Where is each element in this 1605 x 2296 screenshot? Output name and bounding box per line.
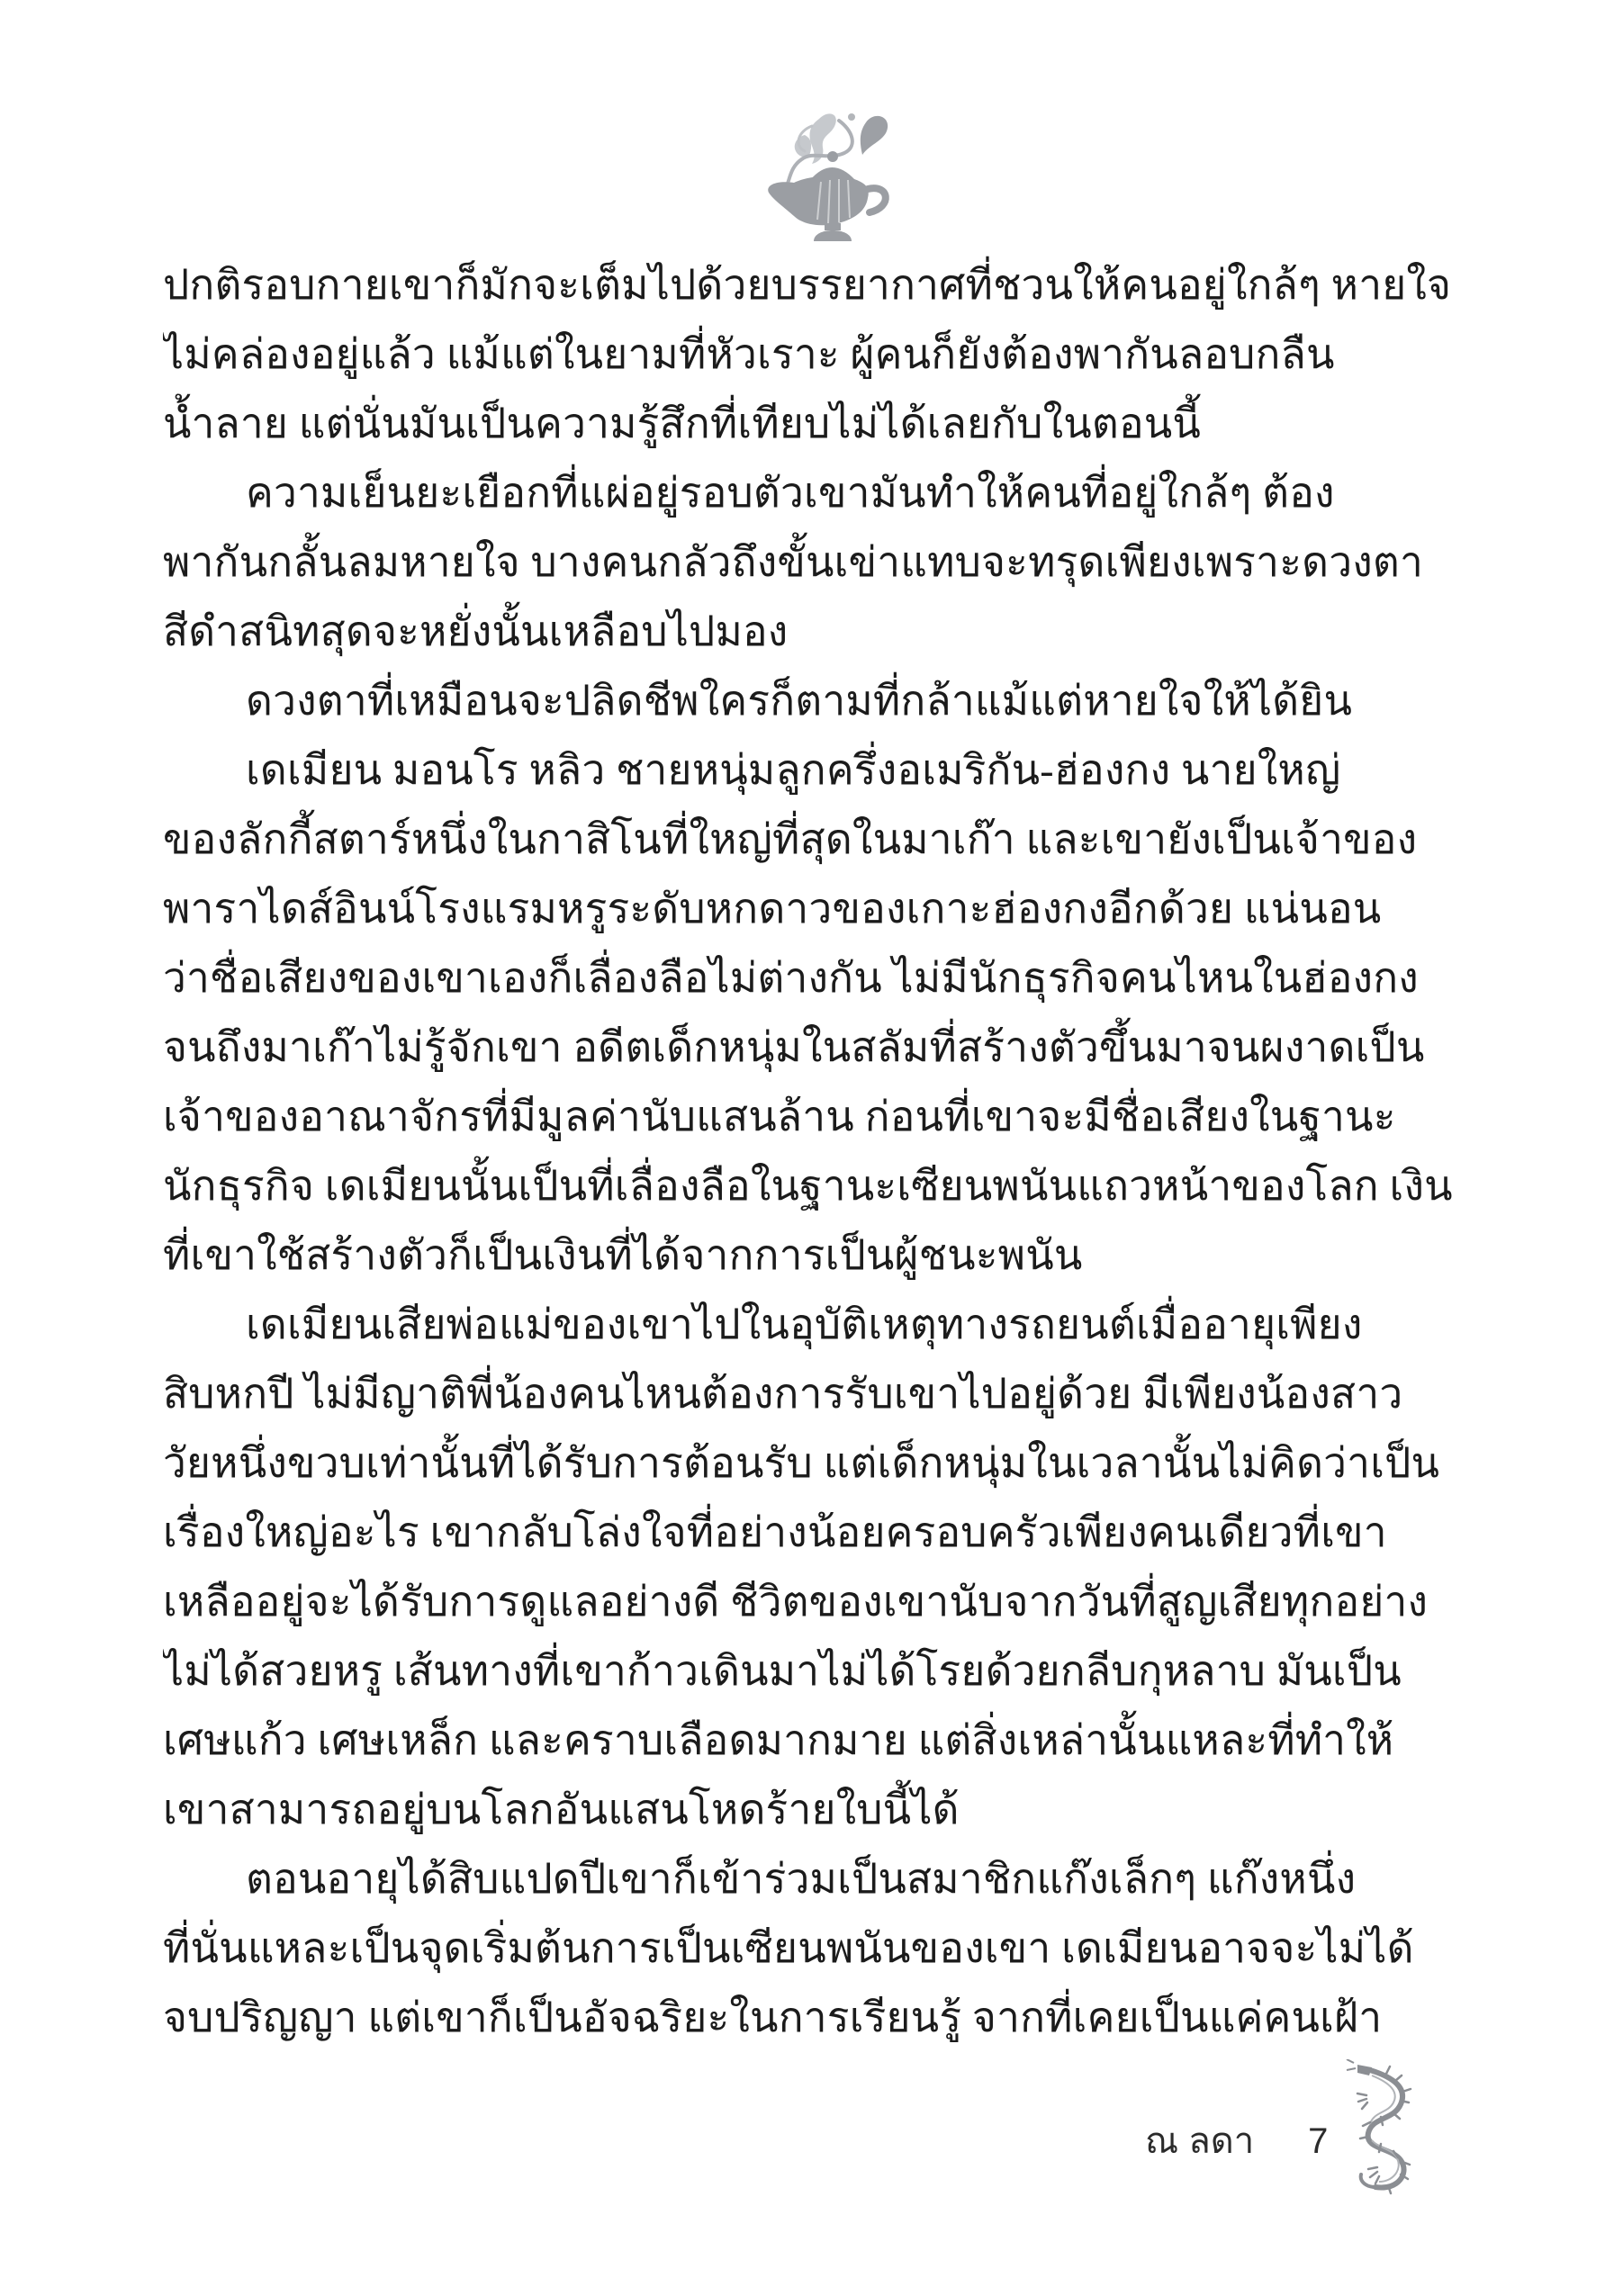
text-line: สิบหกปี ไม่มีญาติพี่น้องคนไหนต้องการรับเขาไปอยู่ด้วย มีเพียงน้องสาว [163, 1371, 1403, 1417]
author-name: ณ ลดา [1145, 2121, 1255, 2161]
text-line: จบปริญญา แต่เขาก็เป็นอัจฉริยะในการเรียนรู้ จากที่เคยเป็นแค่คนเฝ้า [163, 1994, 1383, 2040]
text-line: เรื่องใหญ่อะไร เขากลับโล่งใจที่อย่างน้อยครอบครัวเพียงคนเดียวที่เขา [163, 1509, 1387, 1555]
text-line: ที่เขาใช้สร้างตัวก็เป็นเงินที่ได้จากการเป็นผู้ชนะพนัน [163, 1232, 1083, 1278]
page-footer [1145, 2111, 1328, 2169]
page-number: 7 [1308, 2121, 1329, 2161]
page-body-text [163, 250, 1456, 2052]
text-line: เขาสามารถอยู่บนโลกอันแสนโหดร้ายใบนี้ได้ [163, 1787, 960, 1832]
text-line: วัยหนึ่งขวบเท่านั้นที่ได้รับการต้อนรับ แต่เด็กหนุ่มในเวลานั้นไม่คิดว่าเป็น [163, 1440, 1440, 1486]
text-line: เดเมียนเสียพ่อแม่ของเขาไปในอุบัติเหตุทางรถยนต์เมื่ออายุเพียง [246, 1301, 1363, 1347]
text-line: จนถึงมาเก๊าไม่รู้จักเขา อดีตเด็กหนุ่มในสลัมที่สร้างตัวขึ้นมาจนผงาดเป็น [163, 1024, 1425, 1070]
text-line: ตอนอายุได้สิบแปดปีเขาก็เข้าร่วมเป็นสมาชิกแก๊งเล็กๆ แก๊งหนึ่ง [246, 1856, 1357, 1902]
text-line: ไม่คล่องอยู่แล้ว แม้แต่ในยามที่หัวเราะ ผู้คนก็ยังต้องพากันลอบกลืน [163, 331, 1335, 377]
text-line: ความเย็นยะเยือกที่แผ่อยู่รอบตัวเขามันทำให้คนที่อยู่ใกล้ๆ ต้อง [246, 470, 1335, 516]
dragon-icon [1341, 2059, 1427, 2203]
text-line: เหลืออยู่จะได้รับการดูแลอย่างดี ชีวิตของเขานับจากวันที่สูญเสียทุกอย่าง [163, 1579, 1429, 1625]
text-line: เจ้าของอาณาจักรที่มีมูลค่านับแสนล้าน ก่อนที่เขาจะมีชื่อเสียงในฐานะ [163, 1094, 1396, 1139]
text-line: เศษแก้ว เศษเหล็ก และคราบเลือดมากมาย แต่สิ่งเหล่านั้นแหละที่ทำให้ [163, 1717, 1394, 1763]
text-line: พากันกลั้นลมหายใจ บางคนกลัวถึงขั้นเข่าแทบจะทรุดเพียงเพราะดวงตา [163, 539, 1423, 585]
text-line: สีดำสนิทสุดจะหยั่งนั้นเหลือบไปมอง [163, 608, 789, 654]
text-line: ปกติรอบกายเขาก็มักจะเต็มไปด้วยบรรยากาศที่ชวนให้คนอยู่ใกล้ๆ หายใจ [163, 262, 1452, 308]
genie-lamp-icon [758, 99, 915, 248]
text-line: ที่นั่นแหละเป็นจุดเริ่มต้นการเป็นเซียนพนันของเขา เดเมียนอาจจะไม่ได้ [163, 1925, 1414, 1971]
text-line: นักธุรกิจ เดเมียนนั้นเป็นที่เลื่องลือในฐานะเซียนพนันแถวหน้าของโลก เงิน [163, 1163, 1453, 1209]
text-line: ไม่ได้สวยหรู เส้นทางที่เขาก้าวเดินมาไม่ได้โรยด้วยกลีบกุหลาบ มันเป็น [163, 1648, 1402, 1694]
text-line: ว่าชื่อเสียงของเขาเองก็เลื่องลือไม่ต่างกัน ไม่มีนักธุรกิจคนไหนในฮ่องกง [163, 955, 1419, 1001]
text-line: น้ำลาย แต่นั่นมันเป็นความรู้สึกที่เทียบไม่ได้เลยกับในตอนนี้ [163, 401, 1202, 446]
text-line: เดเมียน มอนโร หลิว ชายหนุ่มลูกครึ่งอเมริกัน-ฮ่องกง นายใหญ่ [246, 747, 1341, 793]
text-line: ดวงตาที่เหมือนจะปลิดชีพใครก็ตามที่กล้าแม้แต่หายใจให้ได้ยิน [246, 678, 1353, 724]
text-line: พาราไดส์อินน์โรงแรมหรูระดับหกดาวของเกาะฮ่องกงอีกด้วย แน่นอน [163, 886, 1382, 932]
text-line: ของลักกี้สตาร์หนึ่งในกาสิโนที่ใหญ่ที่สุดในมาเก๊า และเขายังเป็นเจ้าของ [163, 816, 1418, 862]
